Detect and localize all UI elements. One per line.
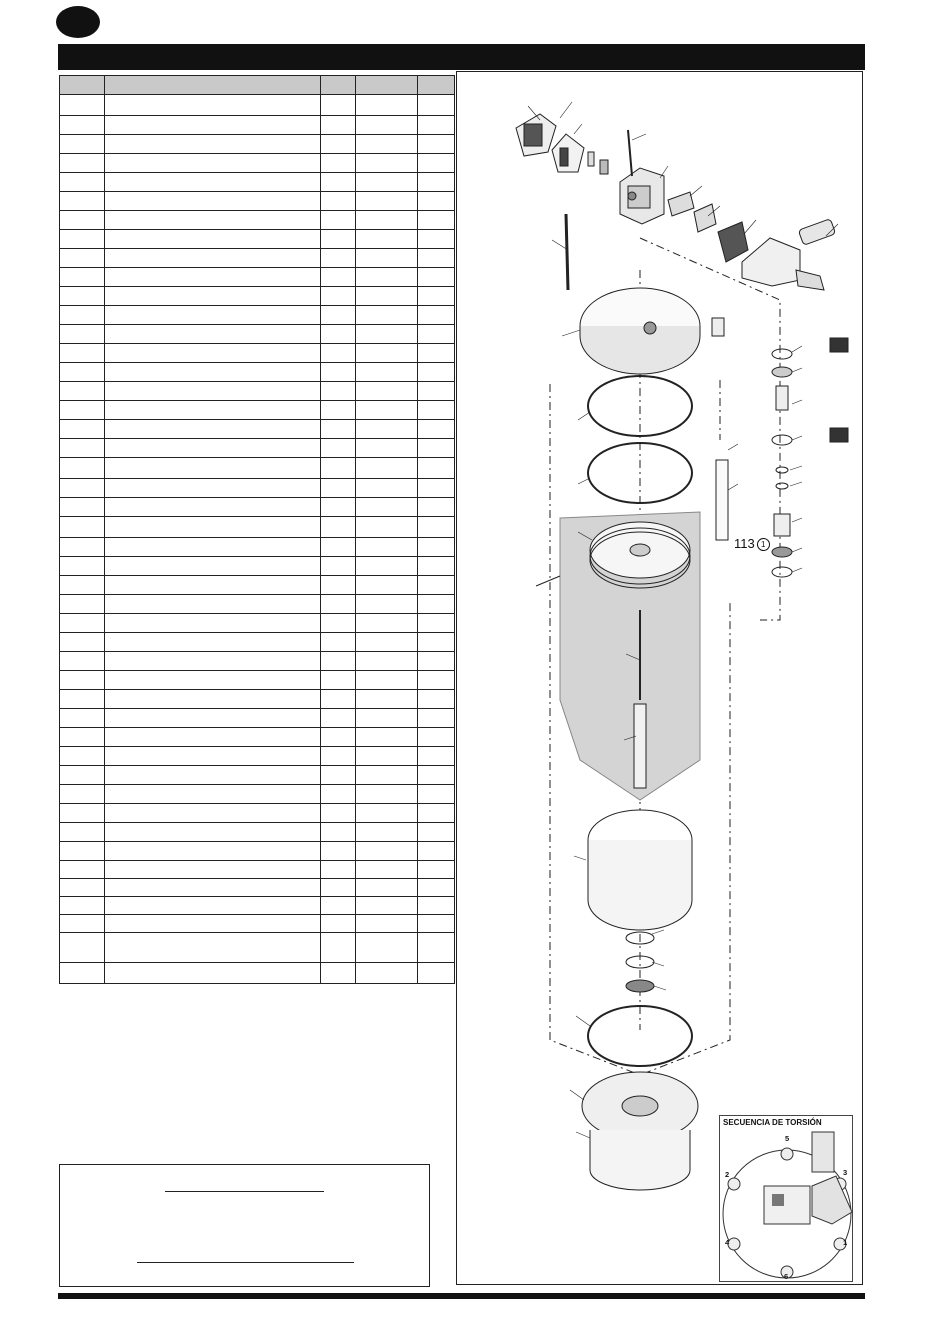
torque-bolt-3: 3	[843, 1168, 848, 1177]
callout-113-circle-mark: 1	[757, 538, 770, 551]
base-plate	[582, 1072, 698, 1190]
torque-sequence-box	[719, 1115, 853, 1282]
pump-outlet-housing	[742, 238, 824, 290]
pump-cylinder	[716, 460, 728, 540]
tie-rod	[628, 130, 632, 176]
torque-bolt-6: 6	[784, 1272, 789, 1281]
footer-bar	[58, 1293, 865, 1299]
seal-stack	[772, 349, 792, 577]
spacer-part	[588, 152, 594, 166]
torque-bolt-5: 5	[785, 1134, 790, 1143]
callout-113-number: 113	[734, 536, 755, 551]
gasket	[694, 204, 716, 232]
kit-icon	[830, 428, 848, 442]
pump-tube	[634, 704, 646, 788]
motor-body	[620, 168, 664, 224]
end-cover	[718, 222, 748, 262]
valve-part	[712, 318, 724, 336]
leader-line	[536, 576, 560, 586]
spacer-part	[600, 160, 608, 174]
barrel	[588, 810, 692, 930]
top-cover-plate	[580, 288, 700, 374]
valve-plate	[552, 134, 584, 172]
torque-bolt-4: 4	[725, 1238, 730, 1247]
torque-bolt-2: 2	[725, 1170, 730, 1179]
torque-sequence-title: SECUENCIA DE TORSIÓN	[723, 1118, 822, 1127]
callout-113	[734, 536, 770, 551]
air-motor-cover	[516, 114, 556, 156]
kit-icon	[830, 338, 848, 352]
nut	[626, 980, 654, 992]
tie-rod-long	[566, 214, 568, 290]
base-seal	[588, 1006, 692, 1066]
torque-bolt-1: 1	[843, 1238, 848, 1247]
